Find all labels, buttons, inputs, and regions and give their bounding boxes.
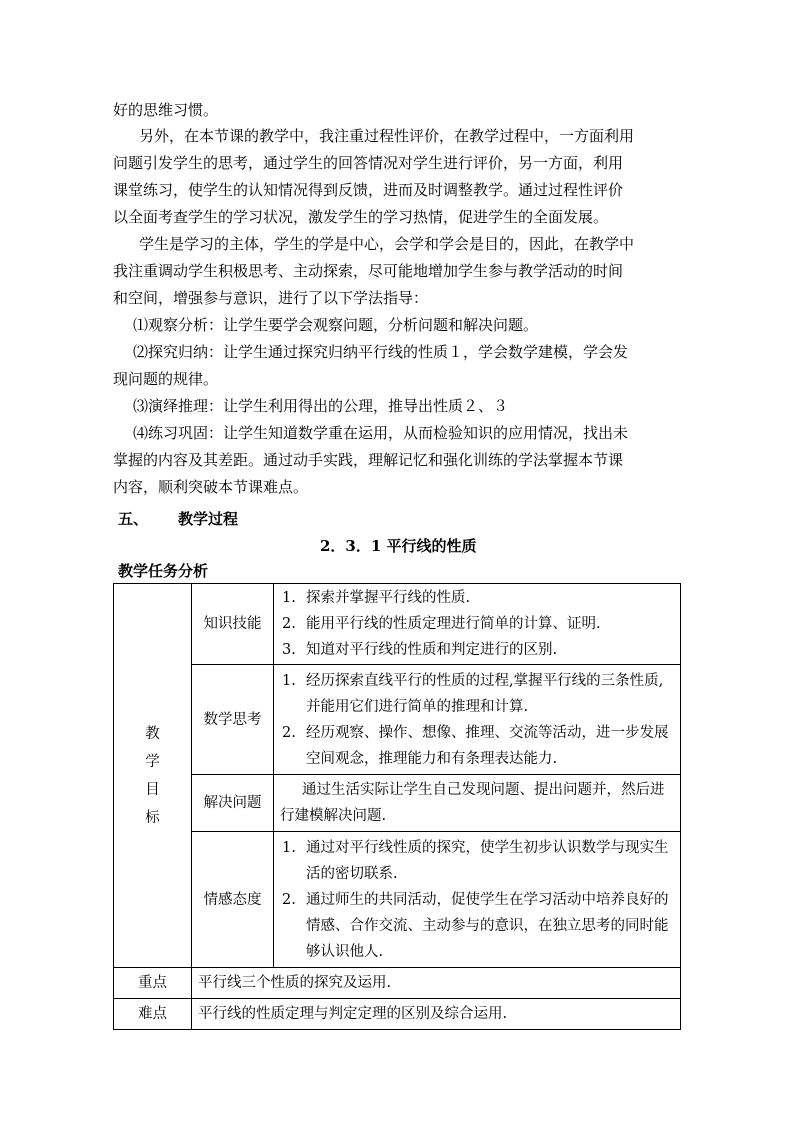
task-analysis-table bbox=[113, 583, 681, 1030]
table-row bbox=[114, 999, 681, 1030]
body-line: ⑷练习巩固：让学生知道数学重在运用，从而检验知识的应用情况，找出未 bbox=[133, 424, 629, 442]
table-row bbox=[114, 775, 681, 832]
difficulty-label: 难点 bbox=[114, 999, 192, 1030]
list-item: 1. 通过对平行线性质的探究，使学生初步认识数学与现实生活的密切联系. bbox=[282, 839, 669, 882]
list-item: 2. 能用平行线的性质定理进行简单的计算、证明. bbox=[282, 616, 601, 632]
list-item: 2. 经历观察、操作、想像、推理、交流等活动，进一步发展空间观念，推理能力和有条理表达能力. bbox=[282, 724, 669, 767]
list-item: 3. 知道对平行线的性质和判定进行的区别. bbox=[282, 642, 558, 658]
table-row bbox=[114, 832, 681, 968]
table-row bbox=[114, 968, 681, 999]
key-point-text: 平行线三个性质的探究及运用. bbox=[192, 968, 681, 999]
goal-label-char: 学 bbox=[145, 753, 160, 770]
goal-label-char: 目 bbox=[145, 781, 160, 798]
list-item: 1. 探索并掌握平行线的性质. bbox=[282, 590, 471, 606]
goal-label-cell bbox=[114, 584, 192, 968]
body-line: ⑵探究归纳：让学生通过探究归纳平行线的性质１，学会数学建模，学会发 bbox=[133, 343, 629, 361]
attitude-label: 情感态度 bbox=[192, 832, 274, 968]
body-line: 现问题的规律。 bbox=[113, 370, 219, 388]
list-item: 2. 通过师生的共同活动，促使学生在学习活动中培养良好的情感、合作交流、主动参与的意识，在独立思考的同时能够认识他人. bbox=[282, 891, 669, 960]
list-item: 1. 经历探索直线平行的性质的过程,掌握平行线的三条性质,并能用它们进行简单的推理和计算. bbox=[282, 672, 664, 715]
body-line: 和空间，增强参与意识，进行了以下学法指导： bbox=[113, 289, 429, 307]
section-number: 五、 bbox=[118, 510, 149, 528]
problem-solving-label: 解决问题 bbox=[192, 775, 274, 832]
body-line: 另外，在本节课的教学中，我注重过程性评价，在教学过程中，一方面利用 bbox=[139, 127, 635, 145]
table-row bbox=[114, 584, 681, 665]
math-thinking-label: 数学思考 bbox=[192, 665, 274, 775]
body-line: 课堂练习，使学生的认知情况得到反馈，进而及时调整教学。通过过程性评价 bbox=[113, 181, 624, 199]
goal-label-char: 教 bbox=[145, 725, 160, 742]
body-line: 问题引发学生的思考，通过学生的回答情况对学生进行评价，另一方面，利用 bbox=[113, 154, 624, 172]
body-line: ⑶演绎推理：让学生利用得出的公理，推导出性质２、３ bbox=[133, 397, 509, 415]
table-row bbox=[114, 665, 681, 775]
knowledge-label: 知识技能 bbox=[192, 584, 274, 665]
section-title: 教学过程 bbox=[178, 510, 239, 528]
goal-label-char: 标 bbox=[145, 809, 160, 826]
body-line: ⑴观察分析：让学生要学会观察问题，分析问题和解决问题。 bbox=[133, 316, 539, 334]
body-line: 内容，顺利突破本节课难点。 bbox=[113, 478, 309, 496]
body-line: 好的思维习惯。 bbox=[113, 101, 219, 119]
difficulty-text: 平行线的性质定理与判定定理的区别及综合运用. bbox=[192, 999, 681, 1030]
lesson-title: 2．3．1 平行线的性质 bbox=[320, 537, 477, 555]
body-line: 我注重调动学生积极思考、主动探索，尽可能地增加学生参与教学活动的时间 bbox=[113, 262, 624, 280]
subheading: 教学任务分析 bbox=[118, 562, 209, 580]
body-line: 学生是学习的主体，学生的学是中心，会学和学会是目的，因此，在教学中 bbox=[139, 235, 635, 253]
attitude-items bbox=[274, 832, 681, 968]
math-thinking-items bbox=[274, 665, 681, 775]
body-line: 掌握的内容及其差距。通过动手实践，理解记忆和强化训练的学法掌握本节课 bbox=[113, 451, 624, 469]
problem-solving-text: 通过生活实际让学生自己发现问题、提出问题并，然后进行建模解决问题. bbox=[274, 775, 681, 832]
knowledge-items bbox=[274, 584, 681, 665]
body-line: 以全面考查学生的学习状况，激发学生的学习热情，促进学生的全面发展。 bbox=[113, 208, 609, 226]
key-point-label: 重点 bbox=[114, 968, 192, 999]
